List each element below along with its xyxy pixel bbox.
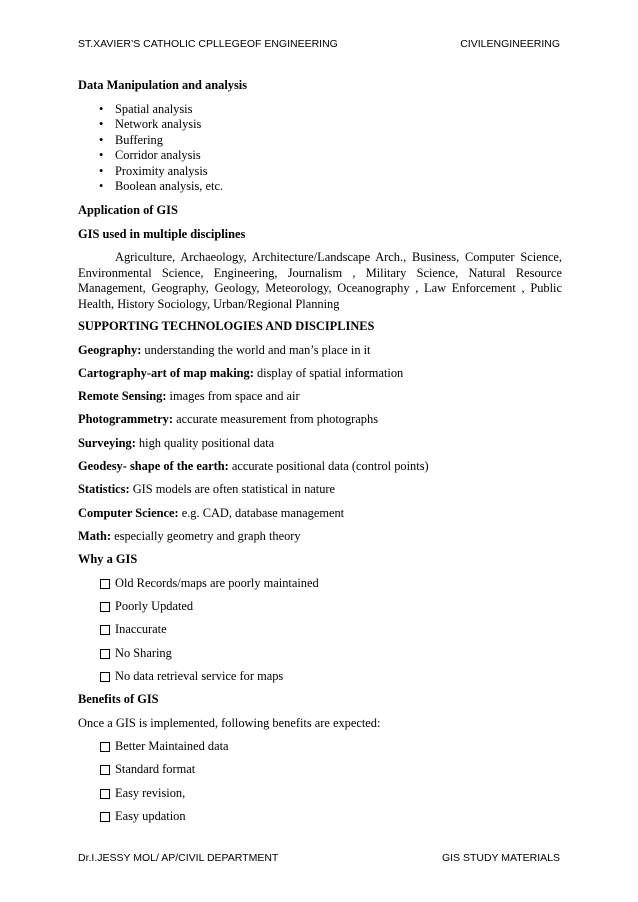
list-item bbox=[78, 809, 562, 825]
list-item bbox=[78, 786, 562, 802]
square-box-icon bbox=[100, 812, 110, 822]
definition-term: Computer Science: bbox=[78, 505, 179, 520]
definition-desc: especially geometry and graph theory bbox=[111, 528, 301, 543]
list-item: • Corridor analysis bbox=[78, 148, 562, 164]
square-box-icon bbox=[100, 649, 110, 659]
definition-desc: accurate positional data (control points) bbox=[228, 459, 429, 474]
definition-item bbox=[78, 343, 562, 359]
definition-term: Surveying: bbox=[78, 435, 136, 450]
definition-term: Statistics: bbox=[78, 482, 130, 497]
list-item: • Spatial analysis bbox=[78, 102, 562, 118]
document-body bbox=[78, 78, 562, 832]
definition-desc: understanding the world and man’s place in it bbox=[141, 342, 371, 357]
list-item-label: Old Records/maps are poorly maintained bbox=[115, 575, 319, 590]
definition-term: Remote Sensing: bbox=[78, 389, 167, 404]
list-item bbox=[78, 739, 562, 755]
list-item: • Proximity analysis bbox=[78, 164, 562, 180]
list-item-label: Poorly Updated bbox=[115, 599, 194, 614]
definition-desc: high quality positional data bbox=[135, 435, 275, 450]
list-item-label: Easy updation bbox=[115, 808, 186, 823]
definition-desc: images from space and air bbox=[166, 389, 300, 404]
definition-desc: GIS models are often statistical in nature bbox=[129, 482, 336, 497]
square-box-icon bbox=[100, 602, 110, 612]
definition-item bbox=[78, 529, 562, 545]
definition-item bbox=[78, 436, 562, 452]
section-heading-why-gis: Why a GIS bbox=[78, 552, 138, 567]
definition-item bbox=[78, 506, 562, 522]
definition-item bbox=[78, 412, 562, 428]
page-header-right: CIVILENGINEERING bbox=[460, 38, 560, 50]
definition-item bbox=[78, 389, 562, 405]
list-item-label: No data retrieval service for maps bbox=[115, 668, 284, 683]
list-item: • Network analysis bbox=[78, 117, 562, 133]
definition-desc: display of spatial information bbox=[253, 365, 404, 380]
definition-desc: e.g. CAD, database management bbox=[178, 505, 345, 520]
square-box-icon bbox=[100, 672, 110, 682]
list-item bbox=[78, 622, 562, 638]
square-box-icon bbox=[100, 742, 110, 752]
section-heading-supporting: SUPPORTING TECHNOLOGIES AND DISCIPLINES bbox=[78, 319, 375, 334]
square-box-icon bbox=[100, 579, 110, 589]
square-box-icon bbox=[100, 625, 110, 635]
page-footer-left: Dr.I.JESSY MOL/ AP/CIVIL DEPARTMENT bbox=[78, 852, 279, 864]
square-box-icon bbox=[100, 789, 110, 799]
list-item-label: Easy revision, bbox=[115, 785, 186, 800]
definition-term: Photogrammetry: bbox=[78, 412, 173, 427]
page-header-left: ST.XAVIER’S CATHOLIC CPLLEGEOF ENGINEERING bbox=[78, 38, 338, 50]
definition-term: Cartography-art of map making: bbox=[78, 365, 254, 380]
list-item-label: Standard format bbox=[115, 762, 196, 777]
definition-term: Math: bbox=[78, 528, 112, 543]
checkbox-list-benefits bbox=[78, 739, 562, 824]
list-item-label: Inaccurate bbox=[115, 622, 167, 637]
definition-term: Geography: bbox=[78, 342, 142, 357]
list-item: • Boolean analysis, etc. bbox=[78, 179, 562, 195]
section-heading-benefits: Benefits of GIS bbox=[78, 692, 159, 707]
section-heading-application: Application of GIS bbox=[78, 203, 178, 218]
list-item bbox=[78, 599, 562, 615]
list-item-label: No Sharing bbox=[115, 645, 172, 660]
list-item bbox=[78, 669, 562, 685]
disciplines-paragraph: Agriculture, Archaeology, Architecture/Landscape Arch., Business, Computer Science, Environmental Science, Engineering, Journalism , Military Science, Natural Resource Management, Geography, Geology, Meteorology, Oceanography , Law Enforcement , Public Health, History Sociology, Urban/Regional Planning bbox=[78, 250, 562, 311]
definition-item bbox=[78, 366, 562, 382]
section-heading-data-manipulation: Data Manipulation and analysis bbox=[78, 78, 248, 92]
page-footer-right: GIS STUDY MATERIALS bbox=[441, 852, 560, 864]
list-item-label: Better Maintained data bbox=[115, 739, 229, 754]
bullet-list-analysis bbox=[78, 102, 562, 196]
definition-term: Geodesy- shape of the earth: bbox=[78, 459, 229, 474]
checkbox-list-why-gis bbox=[78, 576, 562, 685]
section-heading-disciplines: GIS used in multiple disciplines bbox=[78, 226, 246, 241]
list-item bbox=[78, 762, 562, 778]
square-box-icon bbox=[100, 765, 110, 775]
benefits-intro: Once a GIS is implemented, following benefits are expected: bbox=[78, 715, 381, 730]
list-item: • Buffering bbox=[78, 133, 562, 149]
definition-desc: accurate measurement from photographs bbox=[172, 412, 379, 427]
definition-item bbox=[78, 459, 562, 475]
list-item bbox=[78, 576, 562, 592]
definition-item bbox=[78, 482, 562, 498]
list-item bbox=[78, 646, 562, 662]
